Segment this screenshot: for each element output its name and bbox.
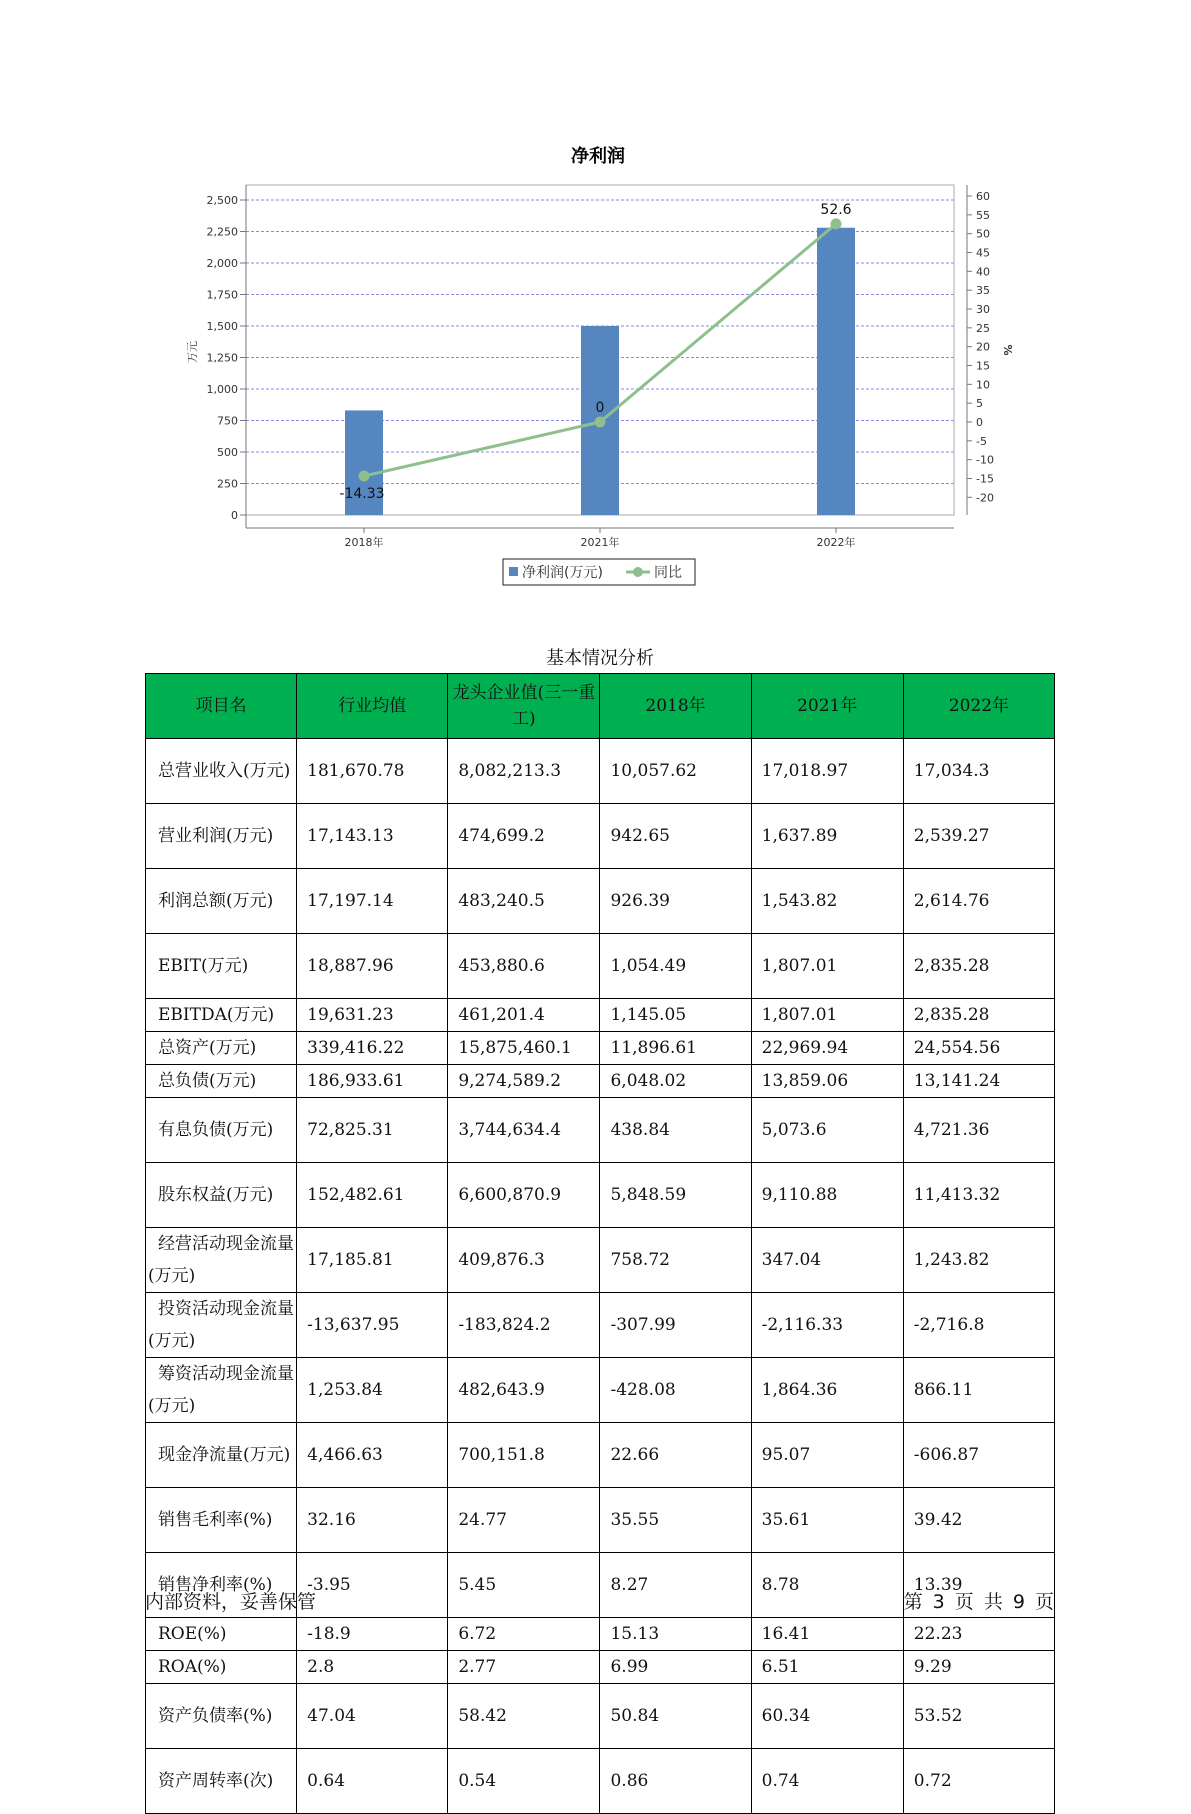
y2-tick-label: 30 — [976, 303, 990, 316]
table-cell: 16.41 — [751, 1618, 903, 1651]
table-cell: 22.23 — [903, 1618, 1054, 1651]
table-cell: -3.95 — [297, 1553, 448, 1618]
y-tick-label: 1,000 — [206, 383, 238, 396]
table-cell: 6,600,870.9 — [448, 1163, 600, 1228]
table-row — [146, 1618, 1055, 1651]
table-cell: 186,933.61 — [297, 1065, 448, 1098]
table-cell: 24,554.56 — [903, 1032, 1054, 1065]
bar-2022年 — [817, 228, 855, 515]
table-row — [146, 1749, 1055, 1814]
table-cell: 13,859.06 — [751, 1065, 903, 1098]
y-tick-label: 2,000 — [206, 257, 238, 270]
table-row — [146, 1423, 1055, 1488]
table-cell: 483,240.5 — [448, 869, 600, 934]
row-label: 利润总额(万元) — [146, 869, 297, 934]
table-row — [146, 1358, 1055, 1423]
table-cell: 1,543.82 — [751, 869, 903, 934]
table-cell: 0.64 — [297, 1749, 448, 1814]
table-cell: 3,744,634.4 — [448, 1098, 600, 1163]
table-cell: 1,243.82 — [903, 1228, 1054, 1293]
table-cell: 0.54 — [448, 1749, 600, 1814]
legend-line-marker — [633, 567, 643, 577]
column-header: 项目名 — [146, 674, 297, 739]
table-cell: 8,082,213.3 — [448, 739, 600, 804]
row-label: 销售净利率(%) — [146, 1553, 297, 1618]
row-label: 经营活动现金流量(万元) — [146, 1228, 297, 1293]
table-cell: 2.8 — [297, 1651, 448, 1684]
table-cell: 6.72 — [448, 1618, 600, 1651]
y2-axis-label: % — [1001, 344, 1014, 356]
table-cell: 926.39 — [600, 869, 751, 934]
row-label: EBITDA(万元) — [146, 999, 297, 1032]
row-label: ROE(%) — [146, 1618, 297, 1651]
table-cell: 0.72 — [903, 1749, 1054, 1814]
table-cell: 17,185.81 — [297, 1228, 448, 1293]
table-cell: 60.34 — [751, 1684, 903, 1749]
y-tick-label: 1,500 — [206, 320, 238, 333]
table-cell: 9,110.88 — [751, 1163, 903, 1228]
y2-tick-label: 40 — [976, 265, 990, 279]
table-cell: 9.29 — [903, 1651, 1054, 1684]
table-cell: 1,637.89 — [751, 804, 903, 869]
table-cell: 942.65 — [600, 804, 751, 869]
y2-tick-label: 5 — [976, 397, 983, 411]
yoy-point — [595, 417, 606, 428]
table-row — [146, 1098, 1055, 1163]
yoy-point — [831, 218, 842, 229]
table-row — [146, 1228, 1055, 1293]
table-cell: 1,807.01 — [751, 934, 903, 999]
column-header: 2022年 — [903, 674, 1054, 739]
y2-tick-label: 20 — [976, 340, 990, 354]
y2-tick-label: 35 — [976, 284, 990, 298]
y2-axis-ticks — [967, 190, 994, 504]
table-row — [146, 1488, 1055, 1553]
table-row — [146, 804, 1055, 869]
table-cell: 17,018.97 — [751, 739, 903, 804]
y2-tick-label: 60 — [976, 190, 990, 203]
table-cell: 72,825.31 — [297, 1098, 448, 1163]
row-label: 销售毛利率(%) — [146, 1488, 297, 1553]
table-caption: 基本情况分析 — [546, 648, 654, 669]
table-cell: -307.99 — [600, 1293, 751, 1358]
table-cell: 17,197.14 — [297, 869, 448, 934]
table-cell: 9,274,589.2 — [448, 1065, 600, 1098]
table-cell: 181,670.78 — [297, 739, 448, 804]
net-profit-chart — [0, 0, 1191, 600]
footer-confidential-note: 内部资料，妥善保管 — [145, 1591, 317, 1613]
footer-page-number: 第 3 页 共 9 页 — [903, 1591, 1054, 1613]
table-row — [146, 999, 1055, 1032]
table-cell: -18.9 — [297, 1618, 448, 1651]
table-cell: -606.87 — [903, 1423, 1054, 1488]
table-cell: 438.84 — [600, 1098, 751, 1163]
legend-bar-swatch — [509, 567, 518, 576]
table-cell: 152,482.61 — [297, 1163, 448, 1228]
table-cell: 8.78 — [751, 1553, 903, 1618]
table-cell: 35.61 — [751, 1488, 903, 1553]
table-cell: 10,057.62 — [600, 739, 751, 804]
table-row — [146, 1293, 1055, 1358]
table-row — [146, 1684, 1055, 1749]
legend-line-label: 同比 — [654, 565, 682, 581]
y-tick-label: 2,500 — [206, 194, 238, 207]
table-cell: 6.99 — [600, 1651, 751, 1684]
table-cell: 8.27 — [600, 1553, 751, 1618]
yoy-data-label: 0 — [595, 400, 605, 416]
table-cell: 409,876.3 — [448, 1228, 600, 1293]
row-label: EBIT(万元) — [146, 934, 297, 999]
table-cell: 4,466.63 — [297, 1423, 448, 1488]
y-tick-label: 750 — [217, 414, 238, 428]
row-label: 现金净流量(万元) — [146, 1423, 297, 1488]
y2-tick-label: 15 — [976, 359, 990, 373]
column-header: 2021年 — [751, 674, 903, 739]
x-tick-label: 2018年 — [344, 536, 384, 549]
x-tick-label: 2021年 — [580, 536, 620, 549]
table-cell: 1,054.49 — [600, 934, 751, 999]
y2-tick-label: 25 — [976, 321, 990, 335]
table-cell: 47.04 — [297, 1684, 448, 1749]
row-label: 总资产(万元) — [146, 1032, 297, 1065]
table-cell: 6,048.02 — [600, 1065, 751, 1098]
table-cell: 758.72 — [600, 1228, 751, 1293]
table-row — [146, 1163, 1055, 1228]
table-cell: 13,141.24 — [903, 1065, 1054, 1098]
table-cell: 453,880.6 — [448, 934, 600, 999]
table-cell: -428.08 — [600, 1358, 751, 1423]
y2-tick-label: 50 — [976, 227, 990, 241]
y-tick-label: 2,250 — [206, 225, 238, 239]
table-cell: 35.55 — [600, 1488, 751, 1553]
table-cell: 0.86 — [600, 1749, 751, 1814]
x-tick-label: 2022年 — [816, 536, 856, 549]
table-cell: 339,416.22 — [297, 1032, 448, 1065]
table-cell: 11,896.61 — [600, 1032, 751, 1065]
table-cell: 15,875,460.1 — [448, 1032, 600, 1065]
row-label: 资产负债率(%) — [146, 1684, 297, 1749]
table-cell: 1,145.05 — [600, 999, 751, 1032]
table-cell: 5,073.6 — [751, 1098, 903, 1163]
table-row — [146, 869, 1055, 934]
column-header: 2018年 — [600, 674, 751, 739]
table-cell: 700,151.8 — [448, 1423, 600, 1488]
table-cell: 474,699.2 — [448, 804, 600, 869]
table-cell: 0.74 — [751, 1749, 903, 1814]
y2-tick-label: 45 — [976, 246, 990, 260]
table-header-row — [146, 674, 1055, 739]
table-cell: 2.77 — [448, 1651, 600, 1684]
y2-tick-label: -15 — [976, 472, 994, 486]
table-cell: 2,539.27 — [903, 804, 1054, 869]
row-label: 总负债(万元) — [146, 1065, 297, 1098]
table-cell: 4,721.36 — [903, 1098, 1054, 1163]
table-cell: 17,143.13 — [297, 804, 448, 869]
table-cell: 5.45 — [448, 1553, 600, 1618]
legend — [503, 559, 695, 585]
table-cell: 22,969.94 — [751, 1032, 903, 1065]
column-header: 龙头企业值(三一重工) — [448, 674, 600, 739]
row-label: 筹资活动现金流量(万元) — [146, 1358, 297, 1423]
y2-tick-label: 0 — [976, 416, 983, 429]
y2-tick-label: -10 — [976, 453, 994, 467]
table-cell: 32.16 — [297, 1488, 448, 1553]
table-cell: 5,848.59 — [600, 1163, 751, 1228]
table-cell: 95.07 — [751, 1423, 903, 1488]
row-label: 投资活动现金流量(万元) — [146, 1293, 297, 1358]
y-tick-label: 0 — [231, 509, 238, 522]
table-row — [146, 1032, 1055, 1065]
table-cell: 1,253.84 — [297, 1358, 448, 1423]
table-cell: 19,631.23 — [297, 999, 448, 1032]
y2-tick-label: -5 — [976, 434, 987, 448]
table-cell: 50.84 — [600, 1684, 751, 1749]
y2-tick-label: 10 — [976, 378, 990, 392]
table-row — [146, 934, 1055, 999]
y2-tick-label: -20 — [976, 491, 994, 505]
table-cell: -2,716.8 — [903, 1293, 1054, 1358]
row-label: ROA(%) — [146, 1651, 297, 1684]
y-tick-label: 1,750 — [206, 288, 238, 302]
table-cell: 2,835.28 — [903, 999, 1054, 1032]
table-cell: 6.51 — [751, 1651, 903, 1684]
table-row — [146, 1065, 1055, 1098]
table-cell: 1,807.01 — [751, 999, 903, 1032]
row-label: 资产周转率(次) — [146, 1749, 297, 1814]
table-cell: 11,413.32 — [903, 1163, 1054, 1228]
row-label: 有息负债(万元) — [146, 1098, 297, 1163]
table-cell: 1,864.36 — [751, 1358, 903, 1423]
table-cell: 17,034.3 — [903, 739, 1054, 804]
table-cell: 15.13 — [600, 1618, 751, 1651]
y-axis-ticks — [207, 185, 247, 528]
table-cell: 461,201.4 — [448, 999, 600, 1032]
row-label: 总营业收入(万元) — [146, 739, 297, 804]
table-cell: 22.66 — [600, 1423, 751, 1488]
table-cell: 2,835.28 — [903, 934, 1054, 999]
y-tick-label: 500 — [217, 446, 238, 459]
legend-bar-label: 净利润(万元) — [522, 565, 603, 581]
table-cell: 482,643.9 — [448, 1358, 600, 1423]
y-tick-label: 1,250 — [206, 351, 238, 365]
yoy-point — [359, 470, 370, 481]
yoy-data-label: 52.6 — [820, 201, 852, 218]
table-cell: 13.39 — [903, 1553, 1054, 1618]
table-cell: 24.77 — [448, 1488, 600, 1553]
table-cell: 866.11 — [903, 1358, 1054, 1423]
table-row — [146, 739, 1055, 804]
table-cell: 18,887.96 — [297, 934, 448, 999]
table-cell: -2,116.33 — [751, 1293, 903, 1358]
basic-analysis-table — [145, 673, 1055, 1814]
y-axis-label: 万元 — [186, 341, 199, 363]
row-label: 营业利润(万元) — [146, 804, 297, 869]
y-tick-label: 250 — [217, 477, 238, 491]
table-cell: -13,637.95 — [297, 1293, 448, 1358]
table-cell: 347.04 — [751, 1228, 903, 1293]
table-cell: 39.42 — [903, 1488, 1054, 1553]
table-cell: 53.52 — [903, 1684, 1054, 1749]
column-header: 行业均值 — [297, 674, 448, 739]
y2-tick-label: 55 — [976, 208, 990, 222]
chart-title: 净利润 — [571, 146, 625, 167]
yoy-data-label: -14.33 — [339, 485, 385, 502]
row-label: 股东权益(万元) — [146, 1163, 297, 1228]
table-cell: 58.42 — [448, 1684, 600, 1749]
table-cell: 2,614.76 — [903, 869, 1054, 934]
table-cell: -183,824.2 — [448, 1293, 600, 1358]
table-row — [146, 1651, 1055, 1684]
x-axis-ticks — [345, 528, 856, 549]
